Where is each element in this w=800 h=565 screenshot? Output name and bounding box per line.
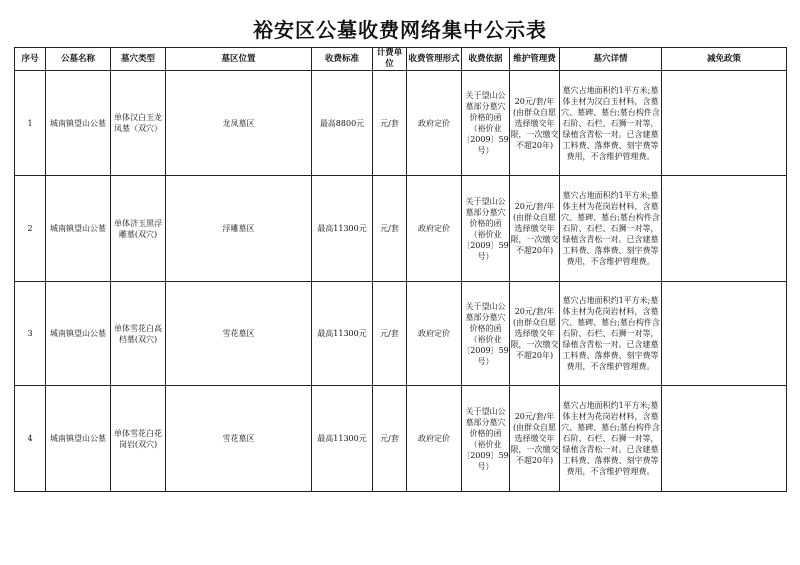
table-row [15,176,787,282]
cell-type: 单体济玉黑浮雕墓(双穴) [111,176,166,282]
cell-location: 雪花墓区 [166,282,312,386]
cell-type: 单体雪花白花岗岩(双穴) [111,386,166,492]
cell-unit: 元/套 [373,71,407,176]
cell-policy [662,386,787,492]
page-title: 裕安区公墓收费网络集中公示表 [253,18,547,42]
cell-mgmt: 政府定价 [407,282,462,386]
cell-policy [662,176,787,282]
header-details: 墓穴详情 [560,48,662,71]
cell-mgmt: 政府定价 [407,71,462,176]
cell-basis: 关于望山公墓部分墓穴价格的函（裕价业〔2009〕59号） [462,71,510,176]
cell-unit: 元/套 [373,176,407,282]
cell-basis: 关于望山公墓部分墓穴价格的函（裕价业〔2009〕59号） [462,386,510,492]
cell-policy [662,71,787,176]
cell-name: 城南镇望山公墓 [46,386,111,492]
cell-basis: 关于望山公墓部分墓穴价格的函（裕价业〔2009〕59号） [462,176,510,282]
cell-maintenance: 20元/套/年(由群众自愿选择缴交年限，一次缴交不超20年) [510,282,560,386]
cell-details: 墓穴占地面积约1平方米;墓体主材为花岗岩材料，含墓穴、墓碑、墓台;墓台构件含石阶、石栏、石狮一对等，绿植含青松一对。已含建墓工料费、落葬费、刻字费等费用，不含维护管理费。 [560,176,662,282]
cell-maintenance: 20元/套/年(由群众自愿选择缴交年限，一次缴交不超20年) [510,71,560,176]
cell-details: 墓穴占地面积约1平方米;墓体主材为汉白玉材料，含墓穴、墓碑、墓台;墓台构件含石阶、石栏、石狮一对等，绿植含青松一对。已含建墓工料费、落葬费、刻字费等费用，不含维护管理费。 [560,71,662,176]
cell-seq: 1 [15,71,46,176]
cell-maintenance: 20元/套/年(由群众自愿选择缴交年限，一次缴交不超20年) [510,386,560,492]
cell-standard: 最高11300元 [312,282,373,386]
header-policy: 减免政策 [662,48,787,71]
header-row [15,48,787,71]
cell-unit: 元/套 [373,386,407,492]
header-maintenance: 维护管理费 [510,48,560,71]
cell-location: 龙凤墓区 [166,71,312,176]
cell-mgmt: 政府定价 [407,176,462,282]
cell-name: 城南镇望山公墓 [46,176,111,282]
table-row [15,282,787,386]
cell-details: 墓穴占地面积约1平方米;墓体主材为花岗岩材料，含墓穴、墓碑、墓台;墓台构件含石阶、石栏、石狮一对等，绿植含青松一对。已含建墓工料费、落葬费、刻字费等费用，不含维护管理费。 [560,386,662,492]
cell-maintenance: 20元/套/年(由群众自愿选择缴交年限，一次缴交不超20年) [510,176,560,282]
header-location: 墓区位置 [166,48,312,71]
cell-basis: 关于望山公墓部分墓穴价格的函（裕价业〔2009〕59号） [462,282,510,386]
table-row [15,386,787,492]
cell-seq: 2 [15,176,46,282]
header-standard: 收费标准 [312,48,373,71]
header-seq: 序号 [15,48,46,71]
cell-location: 雪花墓区 [166,386,312,492]
table-row [15,71,787,176]
header-type: 墓穴类型 [111,48,166,71]
header-basis: 收费依据 [462,48,510,71]
cell-standard: 最高8800元 [312,71,373,176]
cell-standard: 最高11300元 [312,386,373,492]
header-mgmt: 收费管理形式 [407,48,462,71]
fee-table [14,47,787,492]
cell-type: 单体汉白玉龙凤墓（双穴） [111,71,166,176]
cell-seq: 3 [15,282,46,386]
cell-details: 墓穴占地面积约1平方米;墓体主材为花岗岩材料，含墓穴、墓碑、墓台;墓台构件含石阶、石栏、石狮一对等，绿植含青松一对。已含建墓工料费、落葬费、刻字费等费用，不含维护管理费。 [560,282,662,386]
cell-location: 浮雕墓区 [166,176,312,282]
cell-name: 城南镇望山公墓 [46,71,111,176]
cell-unit: 元/套 [373,282,407,386]
cell-type: 单体雪花白高档墓(双穴) [111,282,166,386]
cell-seq: 4 [15,386,46,492]
cell-name: 城南镇望山公墓 [46,282,111,386]
header-name: 公墓名称 [46,48,111,71]
cell-mgmt: 政府定价 [407,386,462,492]
cell-policy [662,282,787,386]
cell-standard: 最高11300元 [312,176,373,282]
header-unit: 计费单位 [373,48,407,71]
